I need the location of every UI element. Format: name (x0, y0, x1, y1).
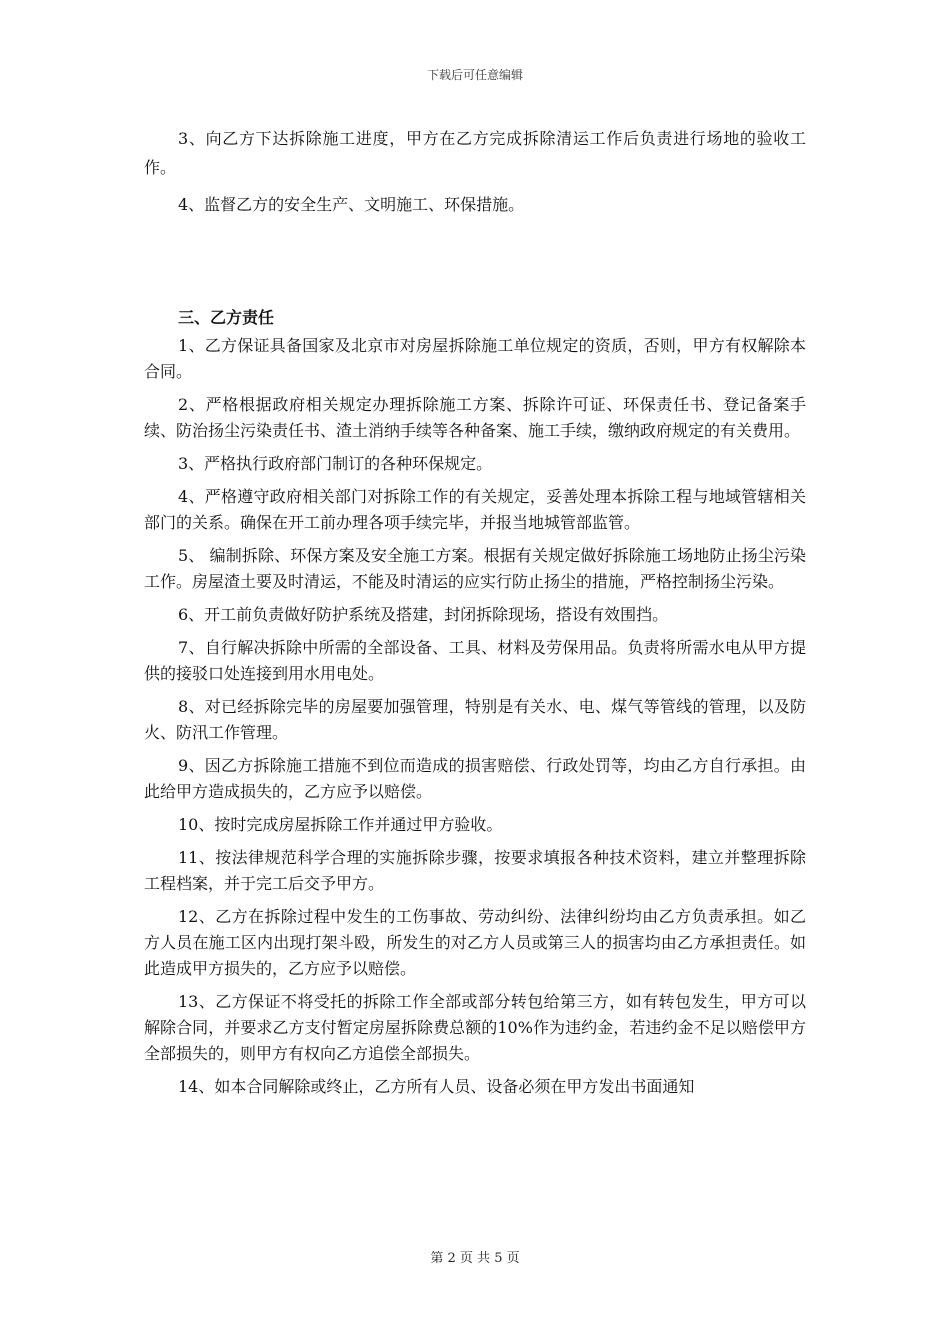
paragraph: 3、向乙方下达拆除施工进度，甲方在乙方完成拆除清运工作后负责进行场地的验收工作。 (144, 129, 806, 177)
clause-8: 8、对已经拆除完毕的房屋要加强管理，特别是有关水、电、煤气等管线的管理，以及防火、防汛工作管理。 (144, 697, 806, 742)
clause-7: 7、自行解决拆除中所需的全部设备、工具、材料及劳保用品。负责将所需水电从甲方提供的接驳口处连接到用水用电处。 (144, 638, 806, 683)
clause-4: 4、严格遵守政府相关部门对拆除工作的有关规定，妥善处理本拆除工程与地域管辖相关部门的关系。确保在开工前办理各项手续完毕，并报当地城管部监管。 (144, 487, 806, 532)
clause-11: 11、按法律规范科学合理的实施拆除步骤，按要求填报各种技术资料，建立并整理拆除工程档案，并于完工后交予甲方。 (144, 848, 806, 893)
clause-6: 6、开工前负责做好防护系统及搭建，封闭拆除现场，搭设有效围挡。 (178, 605, 669, 624)
document-body (144, 124, 806, 1107)
clause-1: 1、乙方保证具备国家及北京市对房屋拆除施工单位规定的资质，否则，甲方有权解除本合同。 (144, 336, 806, 381)
spacer (144, 227, 806, 305)
clause-9: 9、因乙方拆除施工措施不到位而造成的损害赔偿、行政处罚等，均由乙方自行承担。由此给甲方造成损失的，乙方应予以赔偿。 (144, 756, 806, 801)
clause-14: 14、如本合同解除或终止，乙方所有人员、设备必须在甲方发出书面通知 (178, 1077, 695, 1096)
section-heading: 三、乙方责任 (178, 308, 275, 327)
clause-3: 3、严格执行政府部门制订的各种环保规定。 (178, 454, 493, 473)
page-footer: 第 2 页 共 5 页 (430, 1251, 520, 1266)
page-header: 下载后可任意编辑 (426, 68, 523, 82)
clause-5: 5、 编制拆除、环保方案及安全施工方案。根据有关规定做好拆除施工场地防止扬尘污染工作。房屋渣土要及时清运，不能及时清运的应实行防止扬尘的措施，严格控制扬尘污染。 (144, 546, 806, 591)
clause-10: 10、按时完成房屋拆除工作并通过甲方验收。 (178, 815, 503, 834)
clause-13: 13、乙方保证不将受托的拆除工作全部或部分转包给第三方，如有转包发生，甲方可以解除合同，并要求乙方支付暂定房屋拆除费总额的10%作为违约金，若违约金不足以赔偿甲方全部损失的，则甲方有权向乙方追偿全部损失。 (144, 992, 806, 1063)
section-party-b-responsibilities (144, 305, 806, 1100)
clause-2: 2、严格根据政府相关规定办理拆除施工方案、拆除许可证、环保责任书、登记备案手续、防治扬尘污染责任书、渣土消纳手续等各种备案、施工手续，缴纳政府规定的有关费用。 (144, 395, 806, 440)
paragraph: 4、监督乙方的安全生产、文明施工、环保措施。 (178, 195, 525, 214)
clause-12: 12、乙方在拆除过程中发生的工伤事故、劳动纠纷、法律纠纷均由乙方负责承担。如乙方人员在施工区内出现打架斗殴，所发生的对乙方人员或第三人的损害均由乙方承担责任。如此造成甲方损失的，乙方应予以赔偿。 (144, 907, 806, 978)
